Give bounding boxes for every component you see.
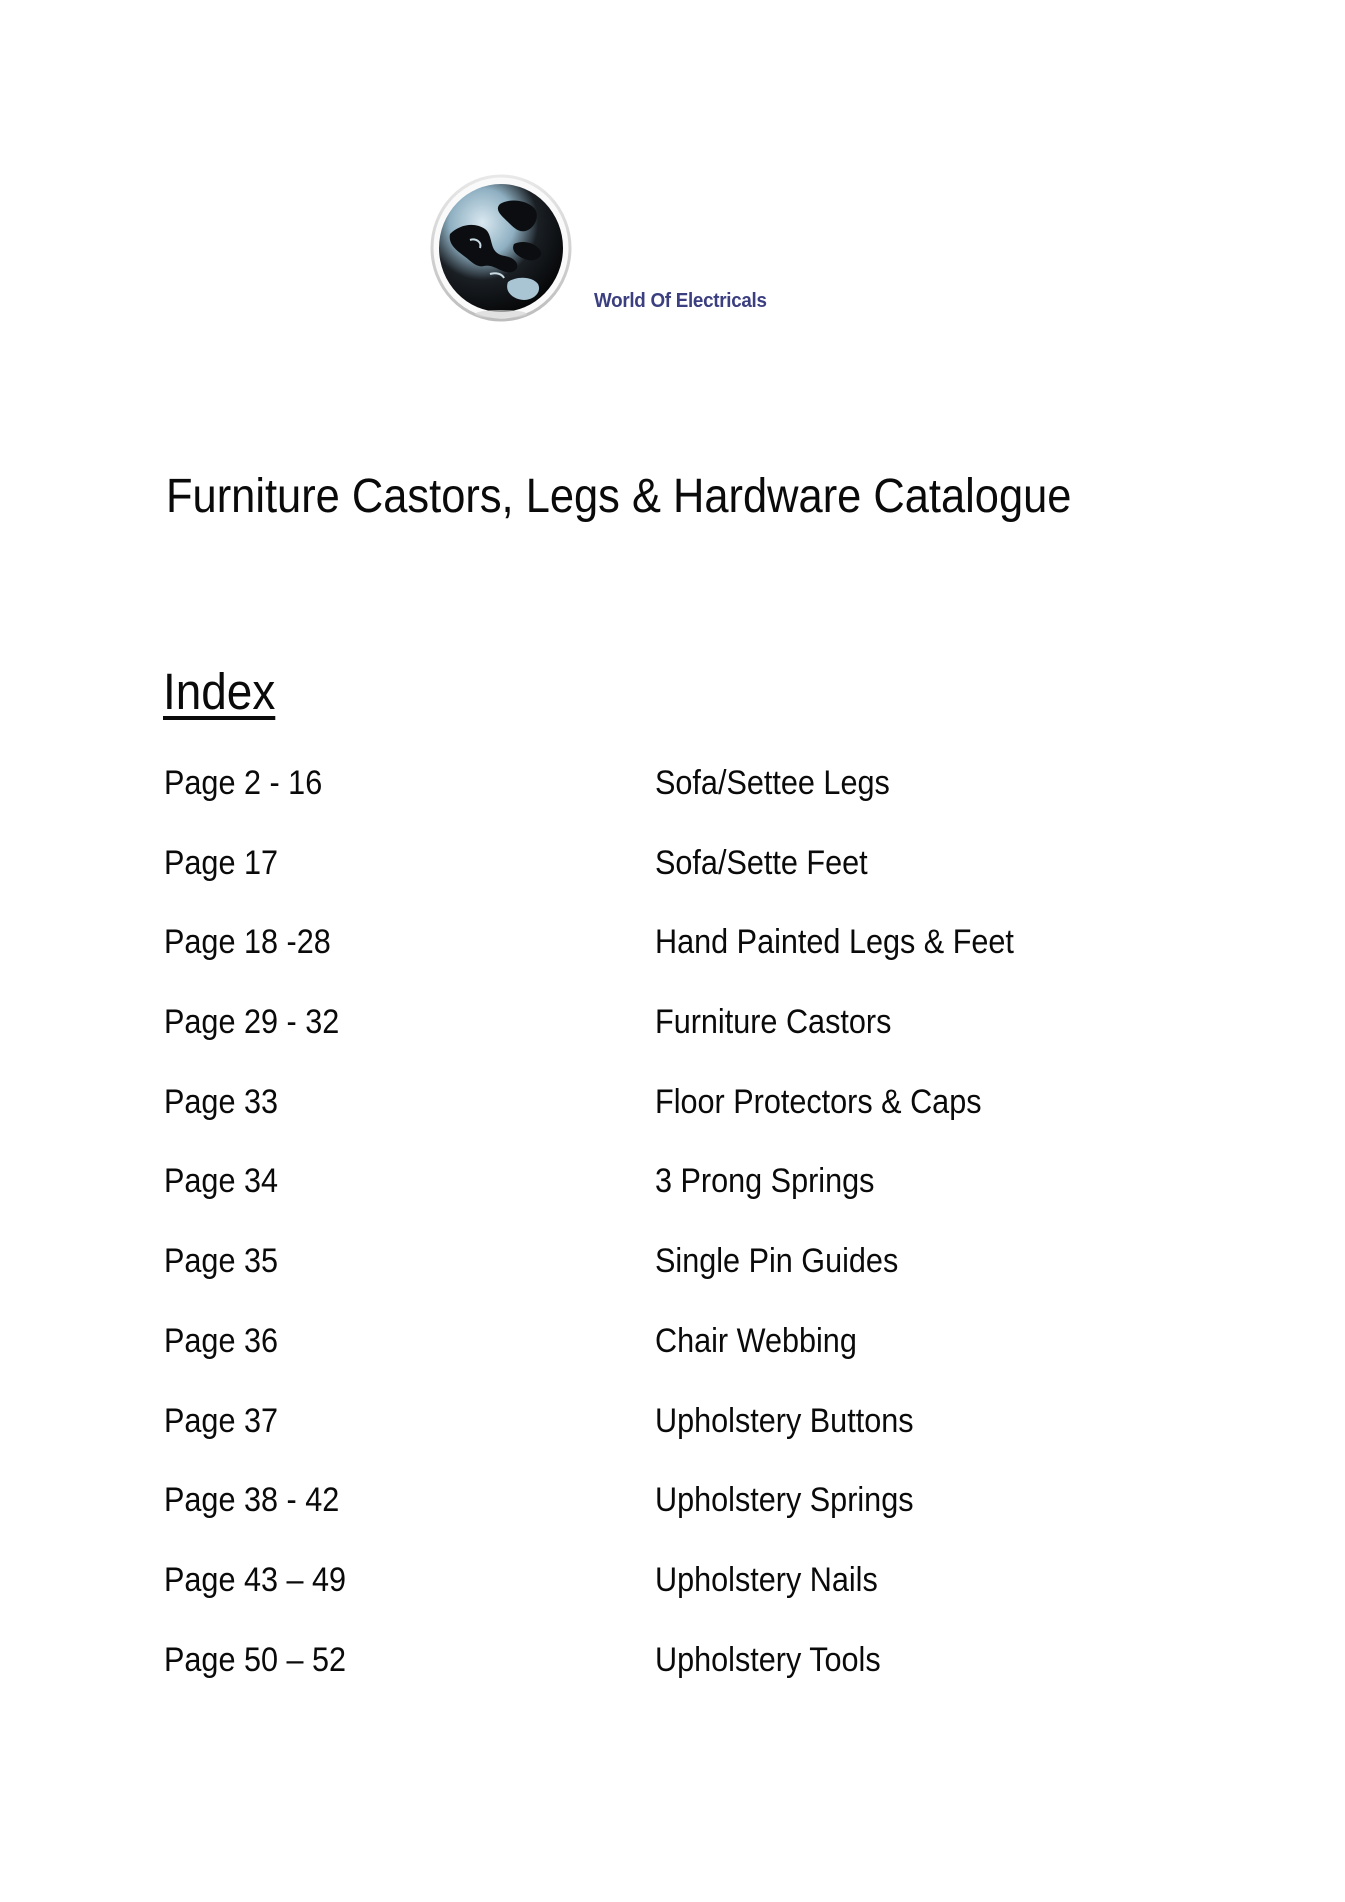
- index-entry: [0, 1240, 1345, 1320]
- index-page-range: Page 33: [164, 1082, 279, 1121]
- company-logo: [430, 174, 790, 324]
- index-section-name: Upholstery Tools: [655, 1640, 881, 1679]
- index-entry: [0, 1639, 1345, 1719]
- index-section-name: Floor Protectors & Caps: [655, 1082, 982, 1121]
- index-entry: [0, 1400, 1345, 1480]
- index-section-name: Sofa/Settee Legs: [655, 764, 890, 802]
- index-page-range: Page 36: [164, 1321, 279, 1360]
- company-name: World Of Electricals: [594, 290, 767, 312]
- index-entry: [0, 921, 1345, 1001]
- index-section-name: Upholstery Buttons: [655, 1401, 914, 1440]
- index-page-range: Page 29 - 32: [164, 1003, 340, 1042]
- index-heading: Index: [163, 663, 276, 720]
- index-page-range: Page 50 – 52: [164, 1640, 347, 1679]
- index-section-name: Sofa/Sette Feet: [655, 843, 868, 882]
- index-entry: [0, 1320, 1345, 1400]
- index-page-range: Page 35: [164, 1242, 279, 1281]
- index-page-range: Page 37: [164, 1401, 279, 1440]
- index-page-range: Page 18 -28: [164, 923, 331, 962]
- index-entry: [0, 1559, 1345, 1639]
- index-page-range: Page 38 - 42: [164, 1481, 340, 1520]
- index-section-name: Chair Webbing: [655, 1321, 857, 1360]
- index-entry: [0, 1160, 1345, 1240]
- index-section-name: 3 Prong Springs: [655, 1162, 875, 1201]
- index-entry: [0, 1479, 1345, 1559]
- globe-icon: [430, 174, 572, 322]
- index-page-range: Page 34: [164, 1162, 279, 1201]
- index-page-range: Page 17: [164, 843, 279, 882]
- index-entry: [0, 1081, 1345, 1161]
- index-section-name: Upholstery Nails: [655, 1560, 878, 1599]
- index-section-name: Single Pin Guides: [655, 1242, 899, 1281]
- index-entry: [0, 1001, 1345, 1081]
- index-page-range: Page 2 - 16: [164, 764, 323, 802]
- index-section-name: Hand Painted Legs & Feet: [655, 923, 1014, 962]
- index-section-name: Furniture Castors: [655, 1003, 892, 1042]
- index-entry: [0, 842, 1345, 922]
- index-section-name: Upholstery Springs: [655, 1481, 914, 1520]
- index-page-range: Page 43 – 49: [164, 1560, 347, 1599]
- catalogue-title: Furniture Castors, Legs & Hardware Catalogue: [166, 470, 1072, 523]
- index-entry: [0, 762, 1345, 842]
- index-list: [0, 762, 1345, 1718]
